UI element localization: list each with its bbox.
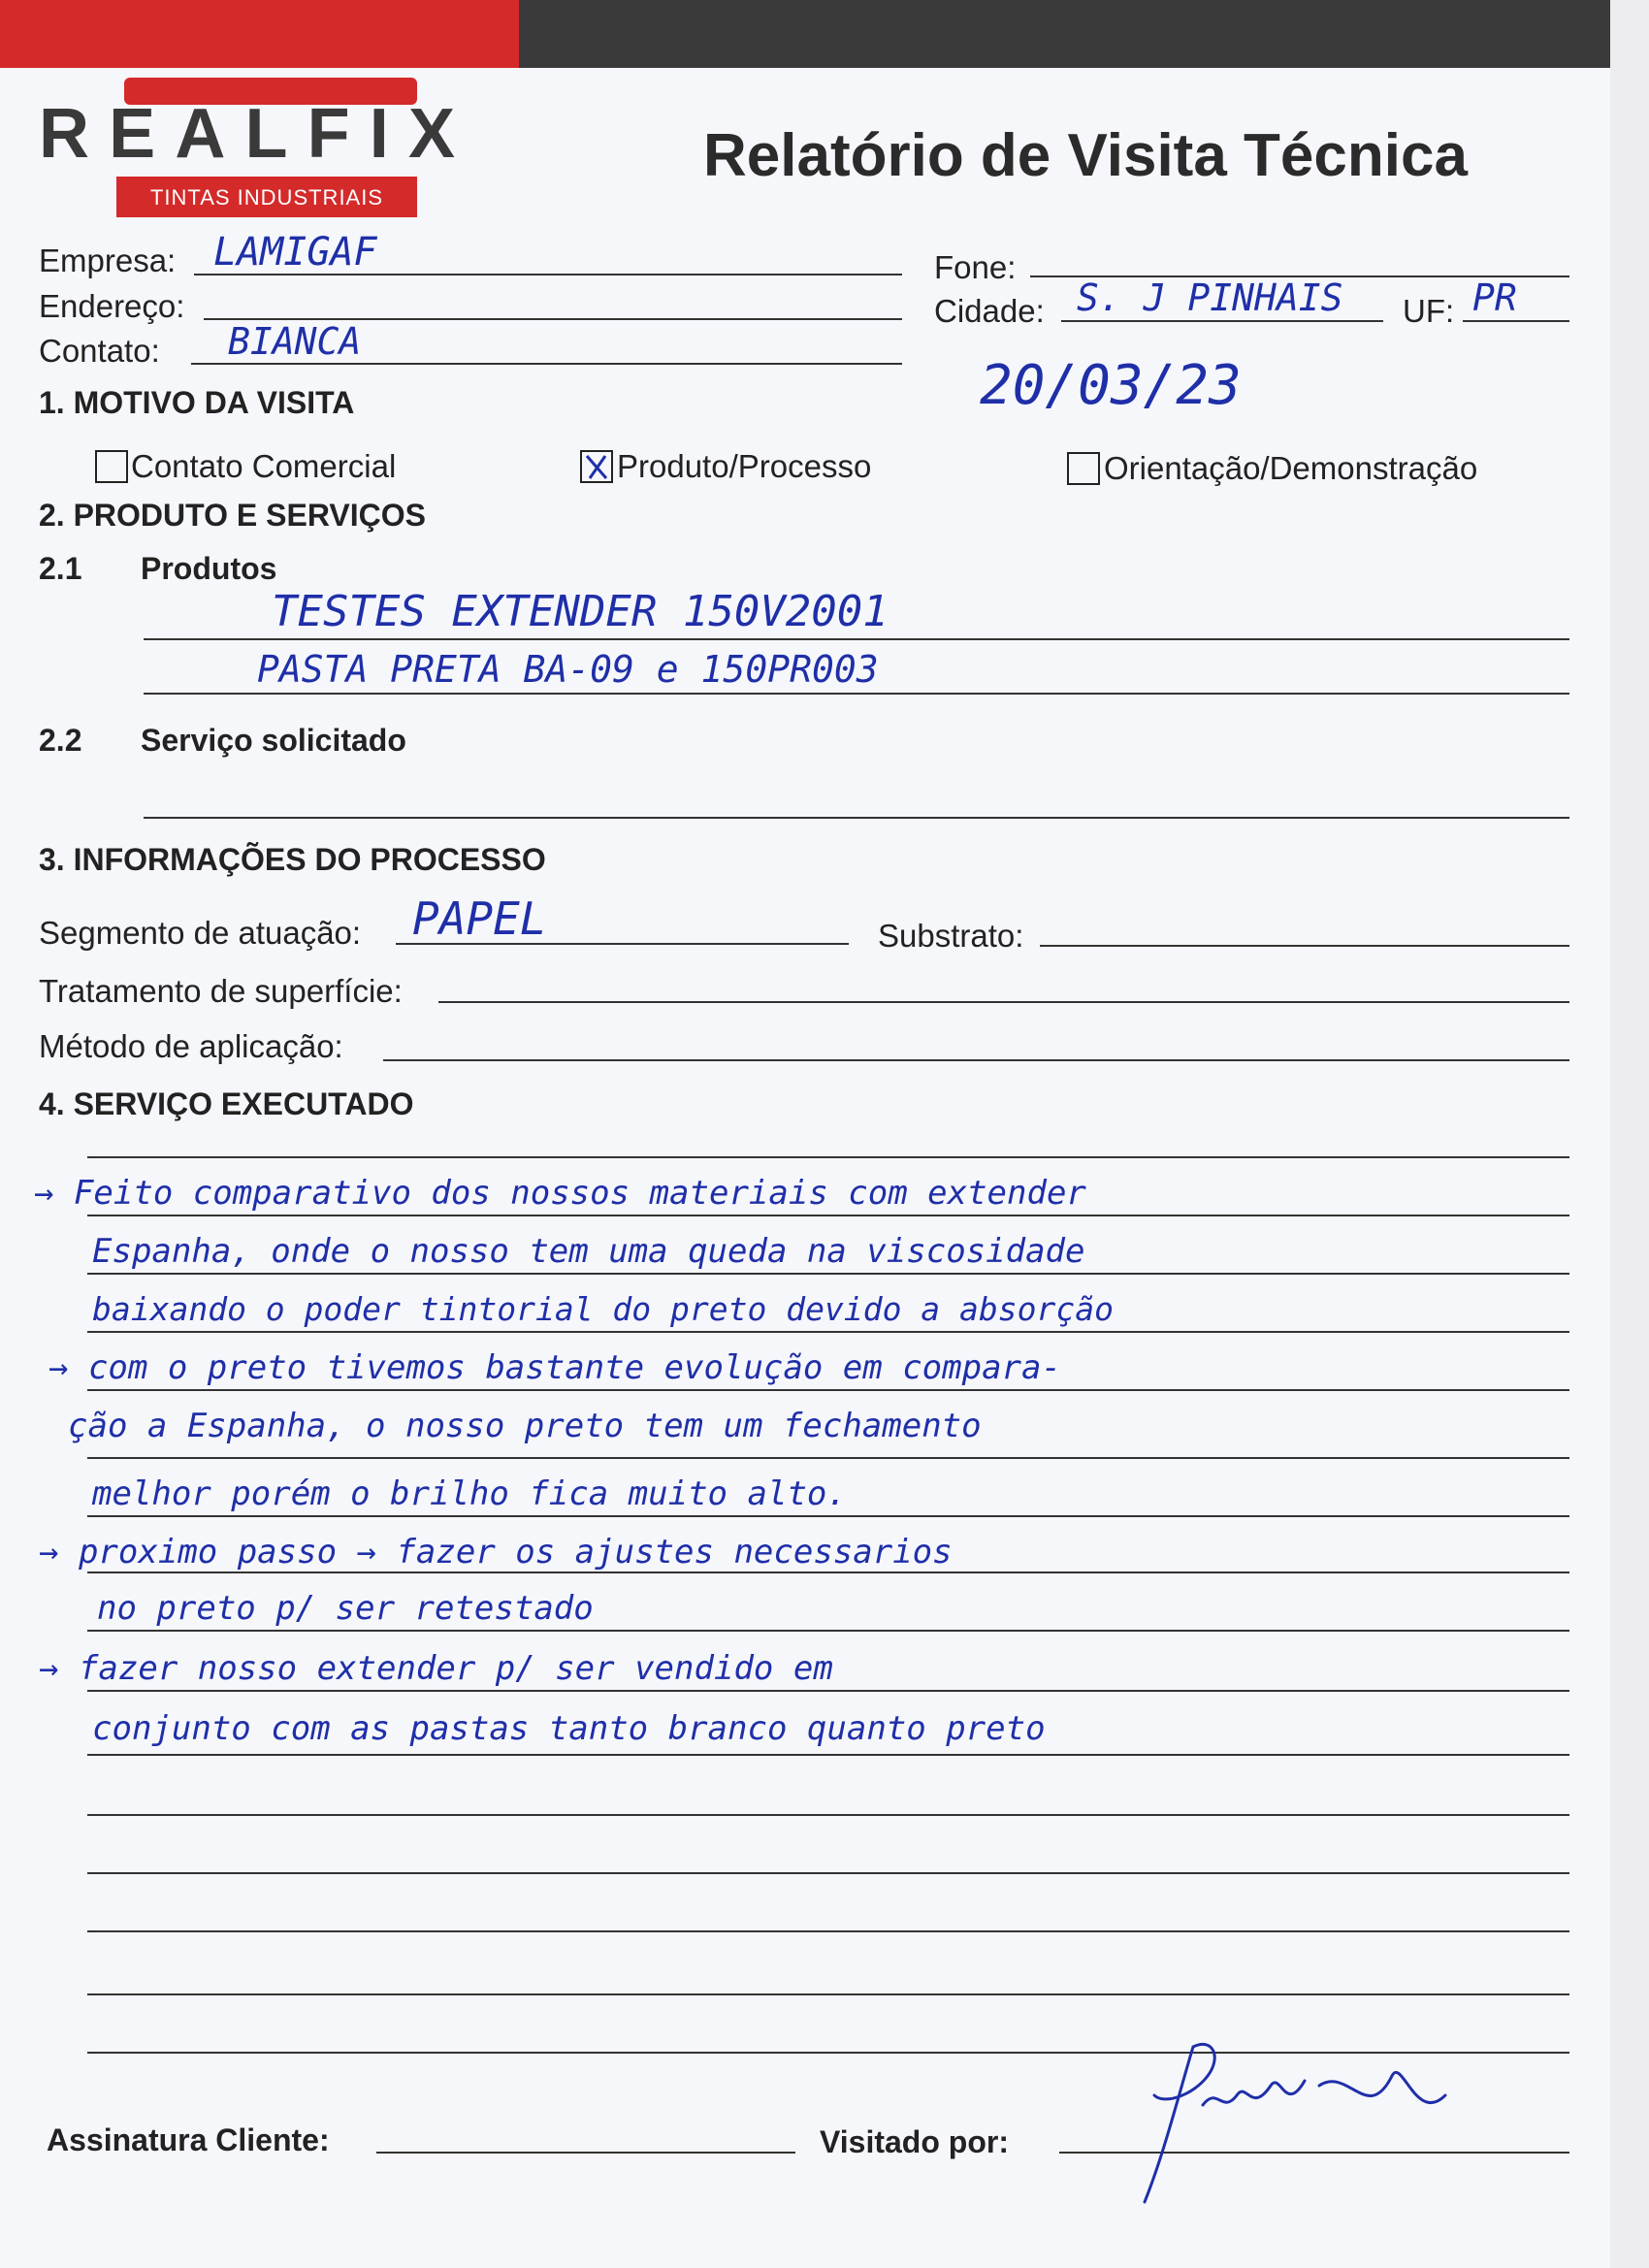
contato-value: BIANCA bbox=[228, 320, 362, 363]
metodo-label: Método de aplicação: bbox=[39, 1028, 343, 1064]
servico-rule bbox=[144, 817, 1569, 819]
servico-label: Serviço solicitado bbox=[141, 723, 406, 758]
servico-line-5: ção a Espanha, o nosso preto tem um fechamento bbox=[68, 1407, 982, 1445]
visitado-label: Visitado por: bbox=[820, 2124, 1009, 2159]
visit-date: 20/03/23 bbox=[980, 354, 1242, 417]
produtos-rule-2 bbox=[144, 693, 1569, 695]
servico-rule-6 bbox=[87, 1515, 1569, 1517]
header-dark-bar bbox=[519, 0, 1610, 68]
produtos-rule-1 bbox=[144, 638, 1569, 640]
page-title: Relatório de Visita Técnica bbox=[703, 122, 1468, 189]
servico-line-6: melhor porém o brilho fica muito alto. bbox=[92, 1474, 847, 1513]
servico-rule-11 bbox=[87, 1814, 1569, 1816]
servico-line-7: → proximo passo → fazer os ajustes necessarios bbox=[39, 1533, 953, 1571]
servico-rule-9 bbox=[87, 1690, 1569, 1692]
section2-heading: 2. PRODUTO E SERVIÇOS bbox=[39, 498, 426, 533]
cidade-value: S. J PINHAIS bbox=[1077, 276, 1343, 319]
segmento-line bbox=[396, 943, 849, 945]
header-red-bar bbox=[0, 0, 519, 68]
empresa-line bbox=[194, 274, 902, 275]
checkbox-contato-comercial[interactable] bbox=[95, 450, 128, 483]
servico-line-2: Espanha, onde o nosso tem uma queda na viscosidade bbox=[92, 1232, 1085, 1271]
checkbox-orientacao-demonstracao[interactable] bbox=[1067, 452, 1100, 485]
servico-rule-12 bbox=[87, 1872, 1569, 1874]
brand-tagline: TINTAS INDUSTRIAIS bbox=[149, 185, 384, 210]
servico-line-3: baixando o poder tintorial do preto devido a absorção bbox=[92, 1290, 1114, 1328]
fone-label: Fone: bbox=[934, 249, 1017, 285]
substrato-line bbox=[1040, 945, 1569, 947]
servico-rule-14 bbox=[87, 1993, 1569, 1995]
section4-heading: 4. SERVIÇO EXECUTADO bbox=[39, 1086, 414, 1121]
assinatura-label: Assinatura Cliente: bbox=[47, 2122, 330, 2157]
servico-rule-7 bbox=[87, 1571, 1569, 1573]
option-orientacao-demonstracao: Orientação/Demonstração bbox=[1104, 450, 1478, 486]
segmento-value: PAPEL bbox=[412, 892, 547, 945]
realfix-logo bbox=[39, 78, 466, 223]
servico-rule-13 bbox=[87, 1930, 1569, 1932]
tratamento-line bbox=[438, 1001, 1569, 1003]
servico-rule-0 bbox=[87, 1156, 1569, 1158]
servico-rule-4 bbox=[87, 1389, 1569, 1391]
servico-line-4: → com o preto tivemos bastante evolução em compara- bbox=[48, 1348, 1061, 1387]
option-produto-processo: Produto/Processo bbox=[617, 448, 872, 484]
servico-rule-10 bbox=[87, 1754, 1569, 1756]
cidade-label: Cidade: bbox=[934, 293, 1045, 329]
servico-rule-1 bbox=[87, 1215, 1569, 1216]
produtos-line-1: TESTES EXTENDER 150V2001 bbox=[272, 587, 889, 636]
visitor-signature bbox=[1125, 2027, 1455, 2212]
segmento-label: Segmento de atuação: bbox=[39, 915, 362, 951]
brand-name: REALFIX bbox=[39, 95, 456, 173]
checkbox-produto-processo[interactable] bbox=[580, 450, 613, 483]
servico-line-9: → fazer nosso extender p/ ser vendido em bbox=[39, 1649, 833, 1688]
servico-line-10: conjunto com as pastas tanto branco quanto preto bbox=[92, 1709, 1046, 1748]
produtos-number: 2.1 bbox=[39, 551, 82, 586]
produtos-label: Produtos bbox=[141, 551, 277, 586]
uf-label: UF: bbox=[1403, 293, 1455, 329]
page-edge bbox=[1610, 0, 1649, 2268]
servico-rule-2 bbox=[87, 1273, 1569, 1275]
section1-heading: 1. MOTIVO DA VISITA bbox=[39, 385, 355, 420]
cidade-line bbox=[1061, 320, 1383, 322]
empresa-label: Empresa: bbox=[39, 243, 177, 278]
empresa-value: LAMIGAF bbox=[213, 230, 377, 275]
assinatura-line bbox=[376, 2152, 795, 2154]
servico-rule-8 bbox=[87, 1630, 1569, 1632]
servico-line-1: → Feito comparativo dos nossos materiais com extender bbox=[34, 1174, 1086, 1213]
servico-line-8: no preto p/ ser retestado bbox=[97, 1589, 594, 1628]
check-mark-icon bbox=[582, 452, 611, 481]
option-contato-comercial: Contato Comercial bbox=[131, 448, 397, 484]
substrato-label: Substrato: bbox=[878, 918, 1024, 954]
servico-number: 2.2 bbox=[39, 723, 82, 758]
tratamento-label: Tratamento de superfície: bbox=[39, 973, 403, 1009]
section3-heading: 3. INFORMAÇÕES DO PROCESSO bbox=[39, 842, 546, 877]
produtos-line-2: PASTA PRETA BA-09 e 150PR003 bbox=[257, 648, 879, 691]
uf-value: PR bbox=[1472, 276, 1517, 319]
contato-label: Contato: bbox=[39, 333, 160, 369]
servico-rule-3 bbox=[87, 1331, 1569, 1333]
servico-rule-5 bbox=[87, 1457, 1569, 1459]
contato-line bbox=[191, 363, 902, 365]
endereco-label: Endereço: bbox=[39, 288, 185, 324]
uf-line bbox=[1463, 320, 1569, 322]
metodo-line bbox=[383, 1059, 1569, 1061]
